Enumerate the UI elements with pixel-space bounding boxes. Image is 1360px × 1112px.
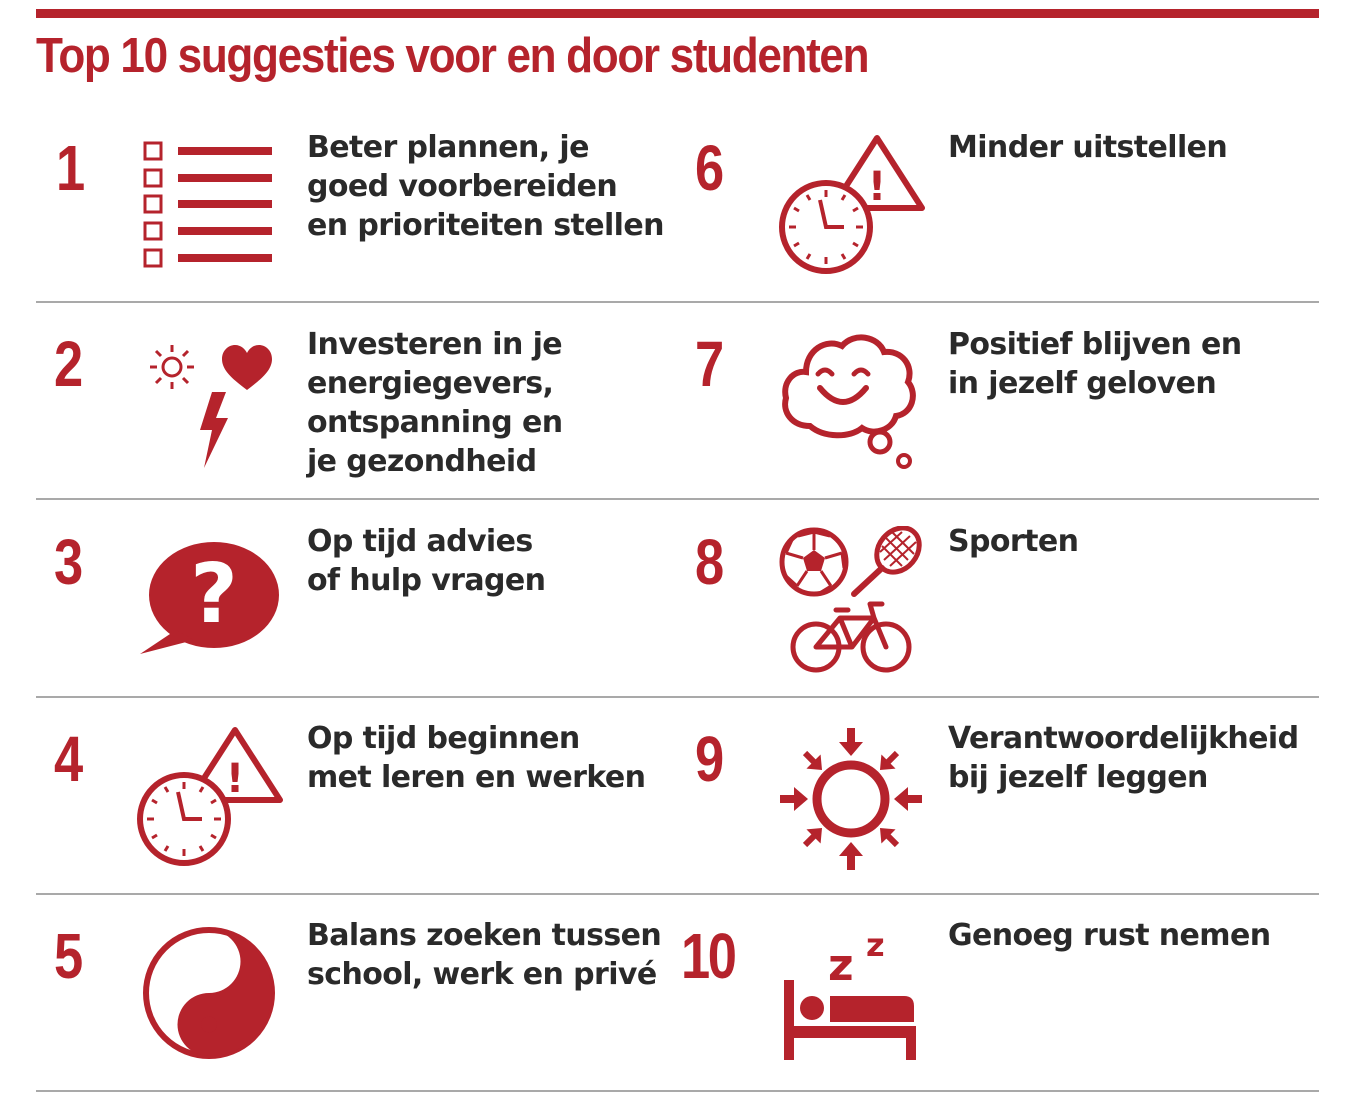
- sun-arrows-icon: [778, 726, 924, 872]
- item-number: 3: [54, 526, 81, 598]
- sleep-bed-icon: [782, 926, 922, 1062]
- divider: [36, 893, 1319, 895]
- item-text: Sporten: [948, 524, 1079, 559]
- svg-text:?: ?: [190, 547, 238, 642]
- item-text: Positief blijven en in jezelf geloven: [948, 327, 1242, 401]
- item-text: Verantwoordelijkheid bij jezelf leggen: [948, 721, 1299, 795]
- item-number: 5: [54, 920, 81, 992]
- svg-text:z: z: [828, 940, 854, 991]
- top-rule: [36, 9, 1319, 18]
- item-text: Beter plannen, je goed voorbereiden en prioriteiten stellen: [307, 130, 664, 243]
- energy-icon: [138, 330, 278, 470]
- item-number: 6: [695, 132, 722, 204]
- divider: [36, 301, 1319, 303]
- item-number: 8: [695, 526, 722, 598]
- yin-yang-icon: [141, 925, 277, 1061]
- divider: [36, 696, 1319, 698]
- item-number: 4: [54, 723, 81, 795]
- svg-text:!: !: [225, 756, 245, 802]
- svg-text:!: !: [867, 164, 887, 210]
- item-text: Op tijd beginnen met leren en werken: [307, 721, 646, 795]
- page-title: Top 10 suggesties voor en door studenten: [36, 29, 869, 83]
- divider: [36, 498, 1319, 500]
- happy-cloud-icon: [780, 328, 920, 476]
- divider: [36, 1090, 1319, 1092]
- item-text: Balans zoeken tussen school, werk en privé: [307, 918, 662, 992]
- sports-icon: [778, 526, 926, 676]
- svg-text:z: z: [866, 926, 885, 964]
- item-text: Op tijd advies of hulp vragen: [307, 524, 546, 598]
- checklist-icon: [138, 134, 278, 274]
- item-number: 2: [54, 328, 81, 400]
- item-number: 7: [695, 328, 722, 400]
- clock-warning-icon: [778, 132, 928, 277]
- item-text: Genoeg rust nemen: [948, 918, 1271, 953]
- item-number: 9: [695, 723, 722, 795]
- clock-warning-icon: [136, 724, 286, 869]
- item-number: 1: [56, 132, 83, 204]
- question-bubble-icon: [138, 542, 283, 657]
- item-text: Investeren in je energiegevers, ontspanning en je gezondheid: [307, 327, 563, 479]
- item-text: Minder uitstellen: [948, 130, 1228, 165]
- item-number: 10: [681, 920, 735, 992]
